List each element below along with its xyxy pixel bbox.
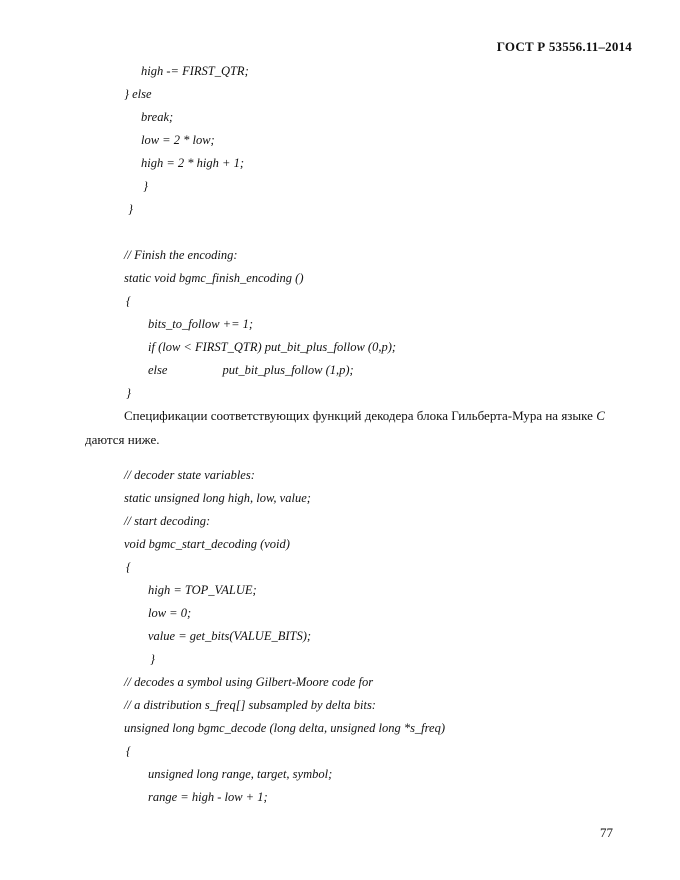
code-line: break; xyxy=(141,110,174,124)
code-comment: // decoder state variables: xyxy=(124,468,255,482)
else-call: put_bit_plus_follow (1,p); xyxy=(222,363,354,377)
body-paragraph-line-1 xyxy=(124,408,605,424)
else-keyword: else xyxy=(148,363,168,377)
code-line: static void bgmc_finish_encoding () xyxy=(124,271,304,285)
paragraph-text: Спецификации соответствующих функций декодера блока Гильберта-Мура на языке xyxy=(124,408,597,423)
code-line: } xyxy=(143,179,148,193)
code-line: high = TOP_VALUE; xyxy=(148,583,257,597)
code-line: { xyxy=(126,744,131,758)
code-line: { xyxy=(126,560,131,574)
code-line: bits_to_follow += 1; xyxy=(148,317,254,331)
code-line: unsigned long bgmc_decode (long delta, unsigned long *s_freq) xyxy=(124,721,446,735)
code-line: high = 2 * high + 1; xyxy=(141,156,244,170)
code-line: range = high - low + 1; xyxy=(148,790,268,804)
code-comment: // decodes a symbol using Gilbert-Moore code for xyxy=(124,675,374,689)
body-paragraph-line-2: даются ниже. xyxy=(85,432,160,447)
code-line: } xyxy=(150,652,155,666)
paragraph-language: C xyxy=(596,408,605,423)
code-comment: // start decoding: xyxy=(124,514,211,528)
code-line: unsigned long range, target, symbol; xyxy=(148,767,333,781)
code-comment: // Finish the encoding: xyxy=(124,248,238,262)
code-line: } xyxy=(126,386,131,400)
code-line: { xyxy=(126,294,131,308)
code-line: } else xyxy=(124,87,152,101)
code-line: void bgmc_start_decoding (void) xyxy=(124,537,290,551)
document-header: ГОСТ Р 53556.11–2014 xyxy=(496,39,632,54)
page-number: 77 xyxy=(600,825,613,840)
code-line: high -= FIRST_QTR; xyxy=(141,64,249,78)
code-line: value = get_bits(VALUE_BITS); xyxy=(148,629,312,643)
code-line: low = 2 * low; xyxy=(141,133,215,147)
code-line: static unsigned long high, low, value; xyxy=(124,491,311,505)
code-line: } xyxy=(128,202,133,216)
code-comment: // a distribution s_freq[] subsampled by delta bits: xyxy=(124,698,376,712)
code-line: if (low < FIRST_QTR) put_bit_plus_follow (0,p); xyxy=(148,340,397,354)
code-line: low = 0; xyxy=(148,606,192,620)
code-line-else xyxy=(148,362,354,378)
